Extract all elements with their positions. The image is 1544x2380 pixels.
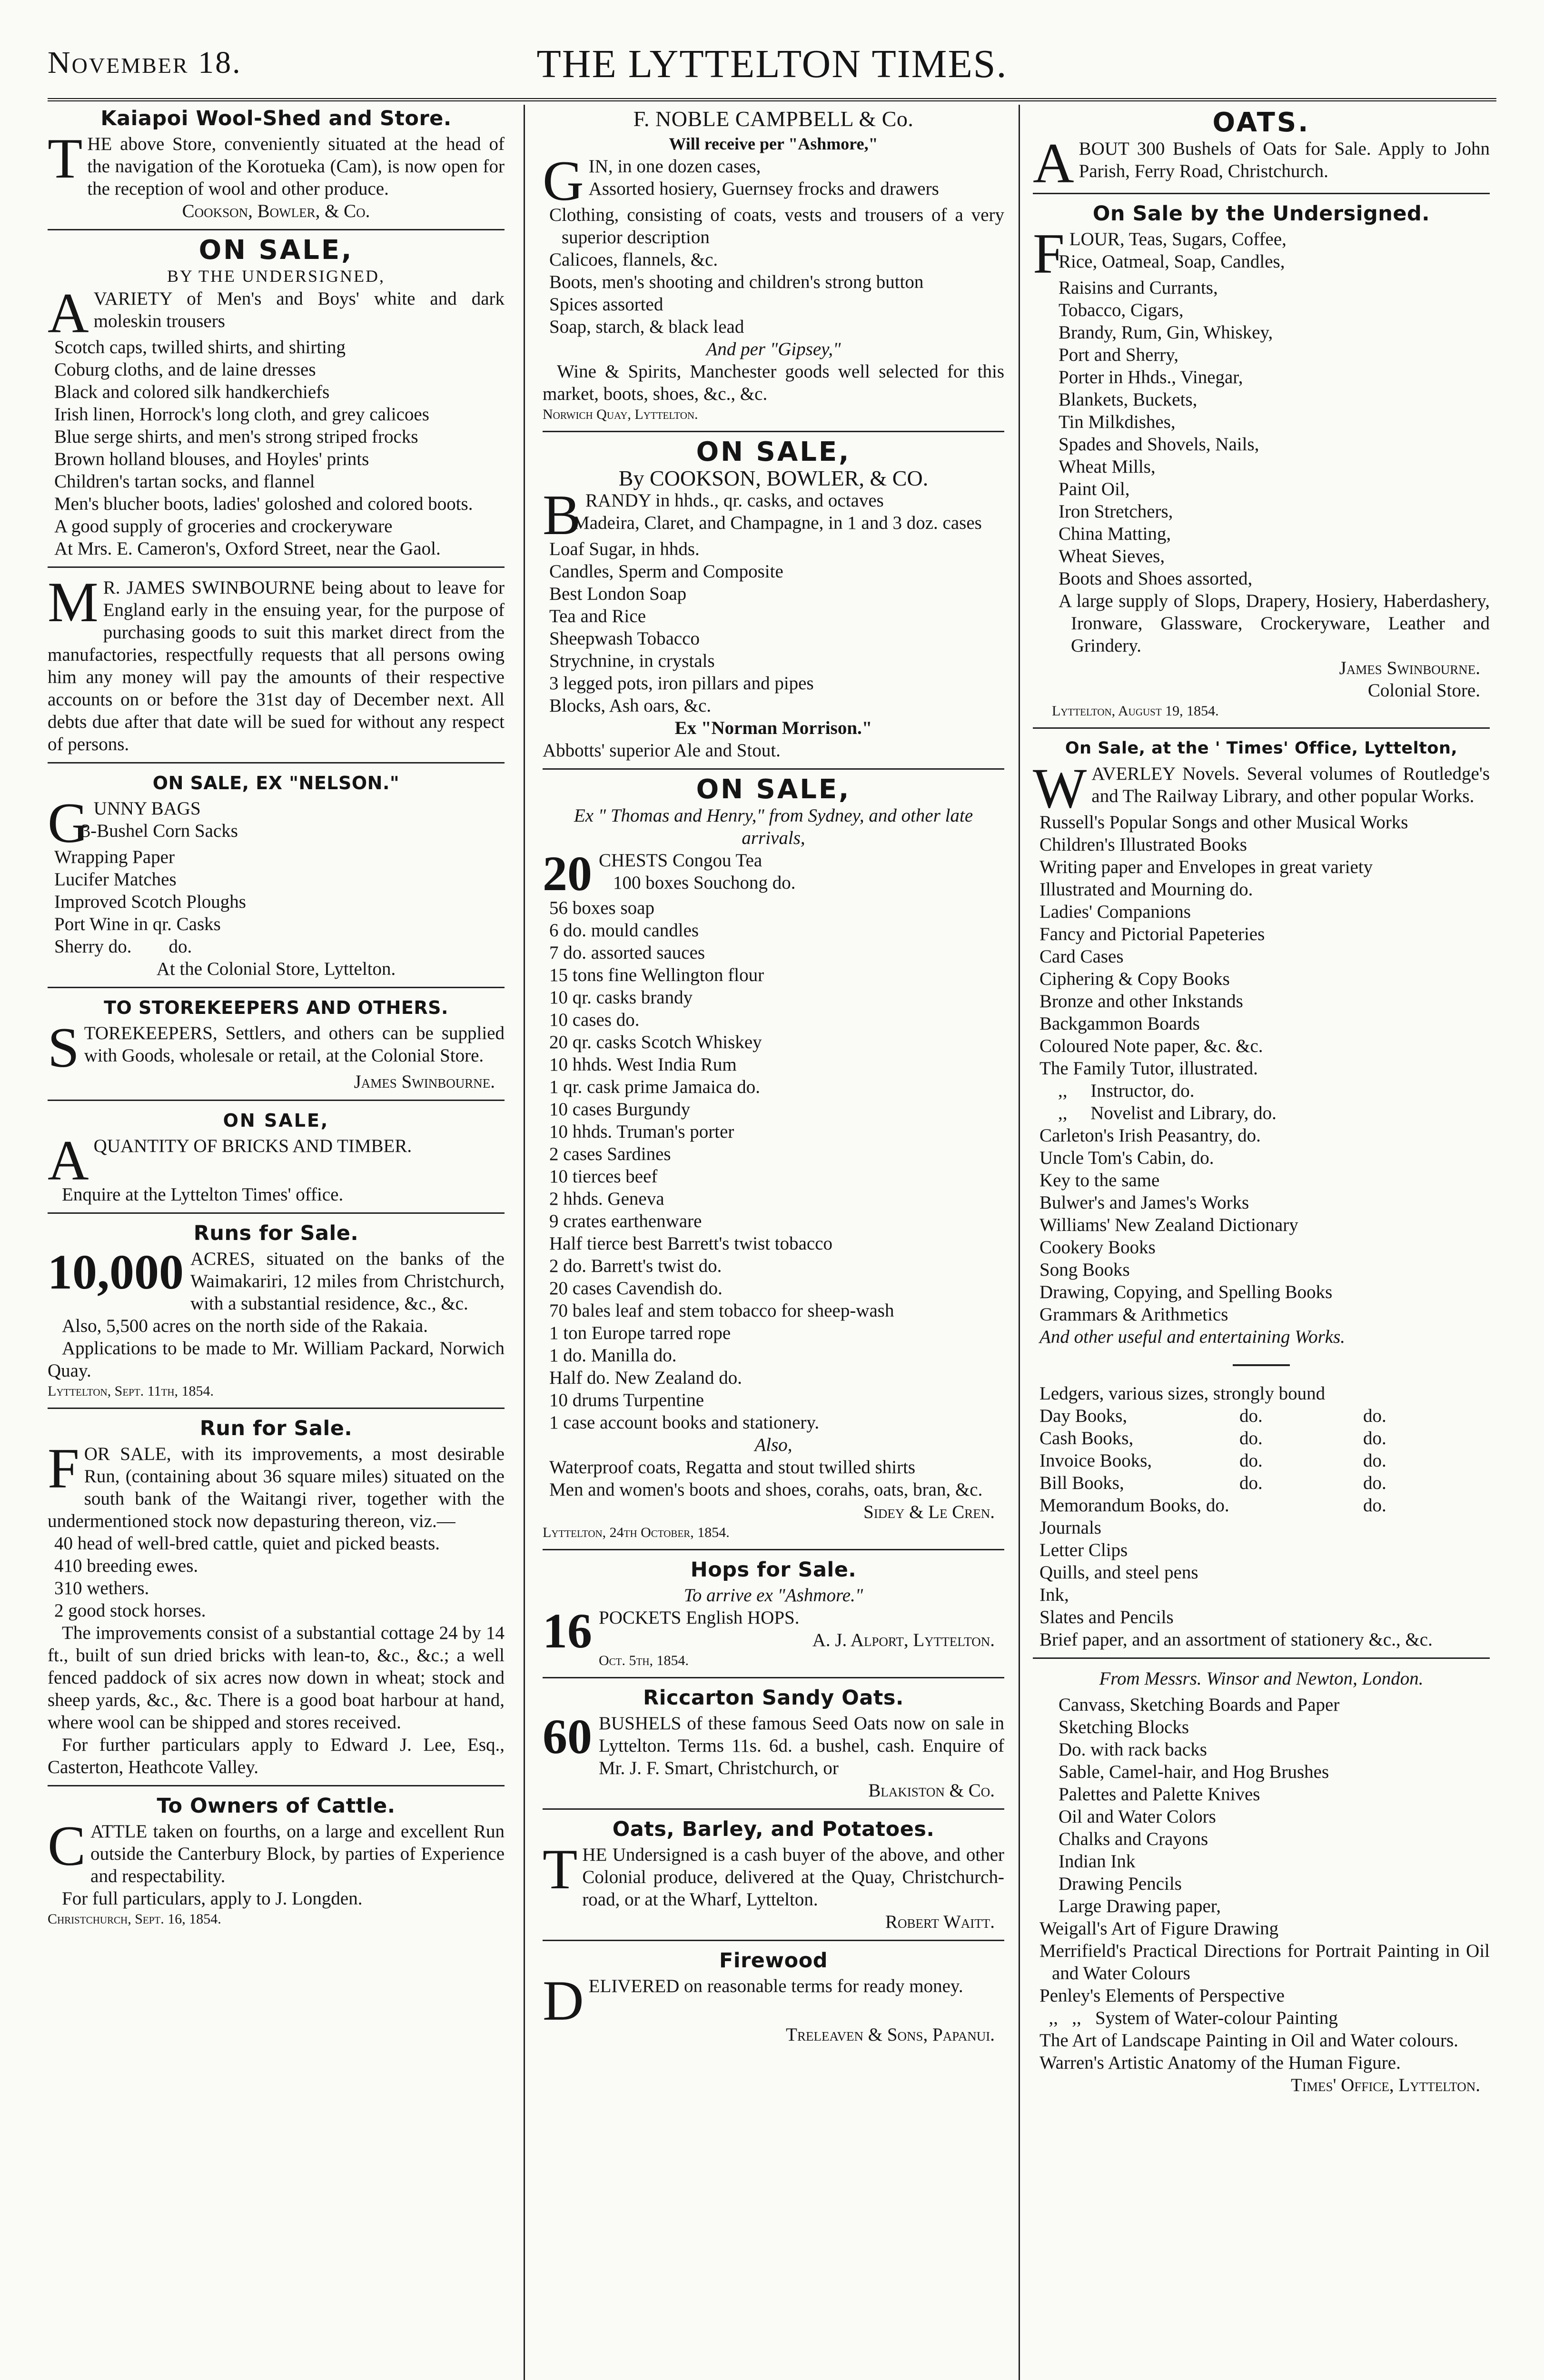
list-item: 2 cases Sardines bbox=[549, 1144, 671, 1164]
ad-ex-nelson bbox=[48, 772, 505, 980]
ad-body: QUANTITY OF BRICKS AND TIMBER. bbox=[93, 1136, 412, 1156]
ad-signature: Times' Office, Lyttelton. bbox=[1291, 2075, 1480, 2095]
list-item: 7 do. assorted sauces bbox=[549, 942, 705, 963]
ad-times-office bbox=[1033, 737, 1490, 1651]
drop-number: 20 bbox=[543, 846, 592, 901]
list-item: Tin Milkdishes, bbox=[1059, 412, 1176, 432]
list-item: Coburg cloths, and de laine dresses bbox=[54, 359, 316, 380]
drop-cap: T bbox=[48, 127, 83, 190]
ad-subheading: Will receive per "Ashmore," bbox=[669, 134, 878, 153]
table-row bbox=[1033, 1427, 1490, 1449]
list-item: China Matting, bbox=[1059, 524, 1171, 544]
list-item: Warren's Artistic Anatomy of the Human Figure. bbox=[1039, 2053, 1401, 2073]
list-item: 15 tons fine Wellington flour bbox=[549, 965, 764, 985]
column-rule-2 bbox=[1019, 105, 1020, 2380]
drop-cap: D bbox=[543, 1969, 584, 2032]
list-item: Russell's Popular Songs and other Musical Works bbox=[1039, 812, 1408, 833]
ad-separator bbox=[48, 1212, 505, 1214]
list-item: Journals bbox=[1039, 1517, 1101, 1538]
list-item: Clothing, consisting of coats, vests and trousers of a very superior description bbox=[549, 205, 1004, 248]
list-item: Quills, and steel pens bbox=[1039, 1562, 1198, 1583]
list-item: Children's Illustrated Books bbox=[1039, 834, 1247, 855]
ad-body: RANDY in hhds., qr. casks, and octaves bbox=[585, 490, 884, 511]
list-item: Brief paper, and an assortment of stationery &c., &c. bbox=[1039, 1629, 1433, 1650]
list-item: Letter Clips bbox=[1039, 1540, 1128, 1560]
list-item: Grammars & Arithmetics bbox=[1039, 1304, 1228, 1325]
table-row bbox=[1033, 1405, 1490, 1427]
ad-noble-campbell bbox=[543, 108, 1004, 424]
list-item: Writing paper and Envelopes in great variety bbox=[1039, 857, 1373, 877]
list-item: Strychnine, in crystals bbox=[549, 651, 715, 671]
masthead-rule bbox=[48, 98, 1496, 101]
ad-separator bbox=[48, 987, 505, 988]
list-item: Song Books bbox=[1039, 1259, 1130, 1280]
ad-swinbourne-notice bbox=[48, 570, 505, 755]
ad-heading: Hops for Sale. bbox=[690, 1558, 857, 1582]
list-item: Brown holland blouses, and Hoyles' prints bbox=[54, 449, 369, 469]
column-rule-1 bbox=[524, 105, 525, 2380]
list-item: The Art of Landscape Painting in Oil and Water colours. bbox=[1039, 2030, 1458, 2051]
list-item: Tobacco, Cigars, bbox=[1059, 300, 1184, 320]
list-item: 6 do. mould candles bbox=[549, 920, 699, 941]
list-item: Slates and Pencils bbox=[1039, 1607, 1174, 1627]
list-item: Improved Scotch Ploughs bbox=[54, 892, 246, 912]
ad-separator bbox=[48, 229, 505, 230]
ad-signature: Sidey & Le Cren. bbox=[863, 1502, 995, 1522]
issue-date: November 18. bbox=[48, 45, 242, 80]
ad-body: IN, in one dozen cases, bbox=[588, 156, 761, 177]
list-item: Carleton's Irish Peasantry, do. bbox=[1039, 1125, 1261, 1146]
list-item: Wheat Sieves, bbox=[1059, 546, 1165, 566]
column-2 bbox=[543, 105, 1004, 2052]
list-item: Coloured Note paper, &c. &c. bbox=[1039, 1036, 1263, 1056]
ad-separator bbox=[1033, 1657, 1490, 1659]
drop-cap: T bbox=[543, 1837, 578, 1901]
ad-separator bbox=[48, 566, 505, 568]
list-item: Madeira, Claret, and Champagne, in 1 and 3 doz. cases bbox=[573, 513, 982, 533]
ad-separator bbox=[543, 1677, 1004, 1678]
list-item: Large Drawing paper, bbox=[1059, 1896, 1221, 1916]
list-item: Blankets, Buckets, bbox=[1059, 389, 1198, 410]
ad-heading: Oats, Barley, and Potatoes. bbox=[612, 1817, 935, 1841]
list-item: Half tierce best Barrett's twist tobacco bbox=[549, 1233, 833, 1254]
ad-date: Lyttelton, August 19, 1854. bbox=[1052, 703, 1219, 719]
ad-signature-2: Colonial Store. bbox=[1367, 680, 1480, 701]
ad-cookson-bowler bbox=[543, 436, 1004, 762]
list-item: Tea and Rice bbox=[549, 606, 646, 626]
list-item: Palettes and Palette Knives bbox=[1059, 1784, 1260, 1805]
list-item: 10 hhds. West India Rum bbox=[549, 1054, 737, 1075]
ad-body: BOUT 300 Bushels of Oats for Sale. Apply to John Parish, Ferry Road, Christchurch. bbox=[1079, 139, 1490, 181]
list-item: Do. with rack backs bbox=[1059, 1739, 1207, 1760]
list-item: Wheat Mills, bbox=[1059, 456, 1156, 477]
list-item: 56 boxes soap bbox=[549, 898, 654, 918]
ad-enquire: Enquire at the Lyttelton Times' office. bbox=[62, 1184, 344, 1205]
ad-firewood bbox=[543, 1950, 1004, 2046]
list-item: Sheepwash Tobacco bbox=[549, 628, 700, 649]
list-item: Best London Soap bbox=[549, 584, 687, 604]
list-item: Indian Ink bbox=[1059, 1851, 1136, 1872]
ad-date: Christchurch, Sept. 16, 1854. bbox=[48, 1911, 221, 1927]
ad-body: HE Undersigned is a cash buyer of the above, and other Colonial produce, delivered at the Quay, Christchurch-road, or at the Wharf, Lyttelton. bbox=[582, 1844, 1004, 1910]
ad-improvements: The improvements consist of a substantial cottage 24 by 14 ft., built of sun dried bricks with lean-to, &c., &c.; a well fenced paddock of six acres now down in wheat; stock and sheep yards, &c., &c. There is a good boat harbour at hand, where wool can be shipped and stores received. bbox=[48, 1623, 505, 1733]
list-item: Drawing Pencils bbox=[1059, 1874, 1182, 1894]
ad-heading: TO STOREKEEPERS AND OTHERS. bbox=[104, 997, 448, 1018]
ad-signature: Treleaven & Sons, Papanui. bbox=[786, 2024, 995, 2045]
drop-cap: M bbox=[48, 570, 99, 634]
drop-cap: C bbox=[48, 1814, 86, 1877]
table-cell: do. bbox=[1363, 1473, 1386, 1493]
list-item: 10 tierces beef bbox=[549, 1166, 658, 1187]
list-item: Lucifer Matches bbox=[54, 869, 177, 890]
ad-heading: ON SALE, bbox=[198, 235, 354, 266]
ad-on-sale-clothing bbox=[48, 235, 505, 560]
column-1 bbox=[48, 105, 505, 1934]
ad-date: Oct. 5th, 1854. bbox=[599, 1653, 689, 1668]
ad-heading: To Owners of Cattle. bbox=[157, 1794, 396, 1818]
ad-heading: ON SALE, bbox=[696, 436, 851, 467]
ad-date: Lyttelton, Sept. 11th, 1854. bbox=[48, 1383, 214, 1399]
ad-storekeepers bbox=[48, 997, 505, 1093]
ad-body: HE above Store, conveniently situated at the head of the navigation of the Korotueka (Cam), is now open for the reception of wool and other produce. bbox=[87, 134, 505, 199]
ad-heading: ON SALE, bbox=[223, 1110, 329, 1131]
ad-oats bbox=[1033, 107, 1490, 195]
list-item: Bulwer's and James's Works bbox=[1039, 1192, 1249, 1213]
list-item: ,, Instructor, do. bbox=[1039, 1081, 1195, 1101]
list-item: Calicoes, flannels, &c. bbox=[549, 249, 718, 270]
list-item: Brandy, Rum, Gin, Whiskey, bbox=[1059, 322, 1273, 343]
list-item: Loaf Sugar, in hhds. bbox=[549, 539, 700, 559]
ad-body: Wine & Spirits, Manchester goods well selected for this market, boots, shoes, &c., &c. bbox=[543, 361, 1004, 404]
ad-separator bbox=[48, 1785, 505, 1786]
list-item: 2 do. Barrett's twist do. bbox=[549, 1256, 722, 1276]
short-rule bbox=[1233, 1364, 1290, 1366]
table-cell: do. bbox=[1239, 1428, 1263, 1448]
list-item: Candles, Sperm and Composite bbox=[549, 561, 783, 582]
list-item: Uncle Tom's Cabin, do. bbox=[1039, 1148, 1214, 1168]
ad-also: Also, 5,500 acres on the north side of the Rakaia. bbox=[62, 1316, 428, 1336]
list-item: Sherry do. do. bbox=[54, 936, 192, 957]
drop-number: 16 bbox=[543, 1604, 592, 1658]
list-item: ,, ,, System of Water-colour Painting bbox=[1039, 2008, 1338, 2028]
drop-cap: F bbox=[1033, 222, 1065, 285]
table-cell: do. bbox=[1239, 1473, 1263, 1493]
ad-heading: ON SALE, bbox=[696, 774, 851, 805]
table-row bbox=[1033, 1472, 1490, 1494]
list-item: Canvass, Sketching Boards and Paper bbox=[1059, 1695, 1340, 1715]
ad-body: VARIETY of Men's and Boys' white and dark moleskin trousers bbox=[93, 288, 505, 331]
ad-body: CHESTS Congou Tea bbox=[599, 850, 762, 871]
ad-heading: Runs for Sale. bbox=[193, 1221, 359, 1245]
list-item: Card Cases bbox=[1039, 946, 1124, 967]
table-cell: do. bbox=[1239, 1450, 1263, 1471]
list-item: Ink, bbox=[1039, 1585, 1069, 1605]
ad-body: R. JAMES SWINBOURNE being about to leave for England early in the ensuing year, for the purpose of purchasing goods to suit this market direct from the manufactories, respectfully requests that all persons owing him any money will pay the amounts of their respective accounts on or before the 31st day of December next. All debts due after that date will be sued for without any respect of persons. bbox=[48, 577, 505, 754]
table-cell: do. bbox=[1363, 1450, 1386, 1471]
list-item: Spices assorted bbox=[549, 294, 663, 315]
ad-heading: OATS. bbox=[1212, 107, 1310, 138]
list-item: A large supply of Slops, Drapery, Hosiery, Haberdashery, Ironware, Glassware, Crockeryware, Leather and Grindery. bbox=[1059, 591, 1490, 656]
list-item: Weigall's Art of Figure Drawing bbox=[1039, 1918, 1279, 1939]
list-item: 3-Bushel Corn Sacks bbox=[81, 821, 238, 841]
ad-on-sale-undersigned bbox=[1033, 203, 1490, 721]
list-item: Irish linen, Horrock's long cloth, and grey calicoes bbox=[54, 404, 429, 425]
list-item: 1 ton Europe tarred rope bbox=[549, 1323, 731, 1343]
list-item: 10 cases do. bbox=[549, 1010, 640, 1030]
drop-cap: A bbox=[48, 1129, 89, 1192]
ad-heading: Kaiapoi Wool-Shed and Store. bbox=[100, 107, 452, 130]
list-item: Soap, starch, & black lead bbox=[549, 317, 744, 337]
list-item: 10 hhds. Truman's porter bbox=[549, 1121, 734, 1142]
list-item: 2 good stock horses. bbox=[54, 1600, 206, 1621]
ad-separator bbox=[48, 1408, 505, 1409]
ad-subheading: Also, bbox=[754, 1435, 792, 1455]
ad-heading: F. NOBLE CAMPBELL & Co. bbox=[633, 107, 914, 131]
ad-apply: For further particulars apply to Edward J. Lee, Esq., Casterton, Heathcote Valley. bbox=[48, 1735, 505, 1777]
ad-separator bbox=[1033, 727, 1490, 729]
table-cell: do. bbox=[1363, 1495, 1386, 1516]
list-item: Penley's Elements of Perspective bbox=[1039, 1985, 1285, 2006]
list-item: Rice, Oatmeal, Soap, Candles, bbox=[1059, 251, 1285, 272]
ad-body: Abbotts' superior Ale and Stout. bbox=[543, 740, 781, 761]
list-item: Fancy and Pictorial Papeteries bbox=[1039, 924, 1265, 944]
table-cell: Memorandum Books, do. bbox=[1039, 1495, 1229, 1516]
table-cell bbox=[1239, 1494, 1363, 1517]
masthead bbox=[48, 37, 1496, 89]
ad-signature: A. J. Alport, Lyttelton. bbox=[812, 1630, 995, 1650]
list-item: Half do. New Zealand do. bbox=[549, 1368, 742, 1388]
ad-separator bbox=[543, 1808, 1004, 1810]
ad-body: ELIVERED on reasonable terms for ready money. bbox=[588, 1976, 963, 1996]
list-item: 310 wethers. bbox=[54, 1578, 149, 1598]
list-item: Williams' New Zealand Dictionary bbox=[1039, 1215, 1298, 1235]
drop-cap: S bbox=[48, 1016, 79, 1079]
drop-cap: A bbox=[1033, 131, 1074, 195]
list-item: Sketching Blocks bbox=[1059, 1717, 1189, 1737]
ad-signature: Cookson, Bowler, & Co. bbox=[182, 201, 370, 221]
ad-signature: James Swinbourne. bbox=[354, 1071, 495, 1092]
ad-body: BUSHELS of these famous Seed Oats now on sale in Lyttelton. Terms 11s. 6d. a bushel, cash. Enquire of Mr. J. F. Smart, Christchurch, or bbox=[599, 1713, 1004, 1778]
list-item: Raisins and Currants, bbox=[1059, 278, 1218, 298]
list-item: Porter in Hhds., Vinegar, bbox=[1059, 367, 1243, 387]
list-item: Blocks, Ash oars, &c. bbox=[549, 695, 712, 716]
ad-body: ATTLE taken on fourths, on a large and excellent Run outside the Canterbury Block, by parties of Experience and respectability. bbox=[90, 1821, 505, 1886]
list-item: Sable, Camel-hair, and Hog Brushes bbox=[1059, 1762, 1329, 1782]
ad-apply: For full particulars, apply to J. Longden. bbox=[62, 1888, 363, 1909]
list-item: 410 breeding ewes. bbox=[54, 1556, 198, 1576]
list-item: ,, Novelist and Library, do. bbox=[1039, 1103, 1277, 1123]
ad-body: POCKETS English HOPS. bbox=[599, 1607, 800, 1628]
drop-cap: W bbox=[1033, 756, 1087, 820]
list-item: Boots and Shoes assorted, bbox=[1059, 568, 1253, 589]
table-cell: do. bbox=[1363, 1428, 1386, 1448]
ad-heading: On Sale, at the ' Times' Office, Lyttelton, bbox=[1065, 739, 1458, 758]
ad-owners-of-cattle bbox=[48, 1795, 505, 1929]
list-item: Men's blucher boots, ladies' goloshed and colored boots. bbox=[54, 494, 473, 514]
column-3 bbox=[1033, 105, 1490, 2102]
list-item: Chalks and Crayons bbox=[1059, 1829, 1208, 1849]
ad-subheading: To arrive ex "Ashmore." bbox=[683, 1585, 863, 1606]
list-item: 20 qr. casks Scotch Whiskey bbox=[549, 1032, 762, 1052]
newspaper-title: THE LYTTELTON TIMES. bbox=[536, 42, 1008, 86]
ad-body: UNNY BAGS bbox=[93, 798, 201, 819]
list-item: 40 head of well-bred cattle, quiet and picked beasts. bbox=[54, 1533, 440, 1554]
ad-bricks-timber bbox=[48, 1110, 505, 1206]
ad-riccarton-oats bbox=[543, 1687, 1004, 1802]
ad-signature: Robert Waitt. bbox=[885, 1912, 995, 1932]
list-item: Drawing, Copying, and Spelling Books bbox=[1039, 1282, 1333, 1302]
list-item: Merrifield's Practical Directions for Portrait Painting in Oil and Water Colours bbox=[1039, 1941, 1490, 1983]
list-item: Illustrated and Mourning do. bbox=[1039, 879, 1253, 900]
table-cell: Cash Books, bbox=[1039, 1428, 1134, 1448]
ad-runs-for-sale bbox=[48, 1222, 505, 1401]
list-item: 20 cases Cavendish do. bbox=[549, 1278, 723, 1299]
list-item: The Family Tutor, illustrated. bbox=[1039, 1058, 1258, 1079]
list-item: Children's tartan socks, and flannel bbox=[54, 471, 315, 492]
ad-body-2: Assorted hosiery, Guernsey frocks and drawers bbox=[588, 178, 939, 199]
ad-separator bbox=[48, 1100, 505, 1101]
table-cell: Invoice Books, bbox=[1039, 1450, 1152, 1471]
list-item: Spades and Shovels, Nails, bbox=[1059, 434, 1259, 455]
ad-hops-for-sale bbox=[543, 1559, 1004, 1670]
ad-heading: Run for Sale. bbox=[199, 1417, 353, 1440]
list-item: Paint Oil, bbox=[1059, 479, 1130, 499]
list-item: 10 drums Turpentine bbox=[549, 1390, 704, 1410]
drop-cap: A bbox=[48, 281, 89, 345]
ad-body: LOUR, Teas, Sugars, Coffee, bbox=[1069, 229, 1287, 249]
table-cell: Bill Books, bbox=[1039, 1473, 1124, 1493]
list-item: 2 hhds. Geneva bbox=[549, 1189, 664, 1209]
table-row bbox=[1033, 1449, 1490, 1472]
table-row bbox=[1033, 1494, 1490, 1517]
table-cell: Day Books, bbox=[1039, 1406, 1128, 1426]
ad-run-for-sale bbox=[48, 1418, 505, 1778]
list-item: At Mrs. E. Cameron's, Oxford Street, near the Gaol. bbox=[54, 538, 441, 559]
list-item: Blue serge shirts, and men's strong striped frocks bbox=[54, 426, 418, 447]
ad-date: Lyttelton, 24th October, 1854. bbox=[543, 1525, 730, 1540]
ad-body: OR SALE, with its improvements, a most desirable Run, (containing about 36 square miles) situated on the south bank of the Waitangi river, together with the undermentioned stock now depasturing thereon, viz.— bbox=[48, 1444, 505, 1531]
list-item: Black and colored silk handkerchiefs bbox=[54, 382, 330, 402]
table-cell: do. bbox=[1239, 1406, 1263, 1426]
ad-heading: ON SALE, EX "NELSON." bbox=[152, 773, 400, 793]
ad-separator bbox=[1033, 193, 1490, 194]
ad-separator bbox=[543, 768, 1004, 770]
list-item: Boots, men's shooting and children's strong button bbox=[549, 272, 924, 292]
ad-body: AVERLEY Novels. Several volumes of Routledge's and The Railway Library, and other popular Works. bbox=[1091, 764, 1490, 806]
ad-separator bbox=[48, 762, 505, 764]
list-item: Scotch caps, twilled shirts, and shirting bbox=[54, 337, 346, 357]
list-item: 10 qr. casks brandy bbox=[549, 987, 693, 1008]
list-item: 1 case account books and stationery. bbox=[549, 1412, 820, 1433]
ad-subheading: Ex "Norman Morrison." bbox=[674, 718, 872, 738]
drop-number: 10,000 bbox=[48, 1245, 184, 1299]
ad-oats-barley-potatoes bbox=[543, 1818, 1004, 1933]
ad-subheading: BY THE UNDERSIGNED, bbox=[167, 267, 385, 286]
list-item: Bronze and other Inkstands bbox=[1039, 991, 1243, 1012]
list-item: Port and Sherry, bbox=[1059, 345, 1179, 365]
ad-body: TOREKEEPERS, Settlers, and others can be supplied with Goods, wholesale or retail, at the Colonial Store. bbox=[84, 1023, 505, 1066]
list-item: 70 bales leaf and stem tobacco for sheep-wash bbox=[549, 1300, 894, 1321]
list-item: 9 crates earthenware bbox=[549, 1211, 702, 1231]
list-item: Key to the same bbox=[1039, 1170, 1160, 1190]
ad-subheading: By COOKSON, BOWLER, & CO. bbox=[618, 466, 929, 490]
list-item: A good supply of groceries and crockeryware bbox=[54, 516, 393, 536]
ad-signature: Blakiston & Co. bbox=[868, 1780, 995, 1801]
ad-heading: On Sale by the Undersigned. bbox=[1092, 202, 1430, 226]
list-item: Oil and Water Colors bbox=[1059, 1806, 1216, 1827]
ad-address: Norwich Quay, Lyttelton. bbox=[543, 407, 698, 422]
ad-separator bbox=[543, 1549, 1004, 1550]
list-item: 1 qr. cask prime Jamaica do. bbox=[549, 1077, 760, 1097]
list-item: Ladies' Companions bbox=[1039, 902, 1191, 922]
list-item: 10 cases Burgundy bbox=[549, 1099, 691, 1120]
ad-signature: James Swinbourne. bbox=[1339, 658, 1480, 678]
ad-body-2: 100 boxes Souchong do. bbox=[613, 873, 796, 893]
list-item: Ciphering & Copy Books bbox=[1039, 969, 1230, 989]
list-item: 1 do. Manilla do. bbox=[549, 1345, 677, 1366]
ad-footer: At the Colonial Store, Lyttelton. bbox=[156, 959, 396, 979]
list-item: And other useful and entertaining Works. bbox=[1039, 1327, 1346, 1347]
list-item: Waterproof coats, Regatta and stout twilled shirts bbox=[549, 1457, 916, 1478]
list-item: Iron Stretchers, bbox=[1059, 501, 1173, 522]
ad-kaiapoi-wool-shed bbox=[48, 108, 505, 222]
ad-body: ACRES, situated on the banks of the Waimakariri, 12 miles from Christchurch, with a substantial residence, &c., &c. bbox=[190, 1249, 505, 1314]
ad-subheading: Ex " Thomas and Henry," from Sydney, and other late arrivals, bbox=[574, 805, 973, 848]
list-item: Port Wine in qr. Casks bbox=[54, 914, 221, 934]
ad-sidey-le-cren bbox=[543, 774, 1004, 1542]
drop-cap: F bbox=[48, 1437, 79, 1500]
ad-separator bbox=[543, 1940, 1004, 1941]
list-item: Wrapping Paper bbox=[54, 847, 175, 867]
ad-heading: Riccarton Sandy Oats. bbox=[643, 1686, 904, 1710]
drop-cap: G bbox=[543, 149, 584, 212]
ad-apply: Applications to be made to Mr. William Packard, Norwich Quay. bbox=[48, 1338, 505, 1381]
list-item: Backgammon Boards bbox=[1039, 1013, 1200, 1034]
list-item: Men and women's boots and shoes, corahs, oats, bran, &c. bbox=[549, 1479, 983, 1500]
ad-heading: From Messrs. Winsor and Newton, London. bbox=[1099, 1668, 1424, 1689]
list-item: Ledgers, various sizes, strongly bound bbox=[1039, 1383, 1326, 1404]
ad-heading: Firewood bbox=[719, 1949, 828, 1973]
list-item: Cookery Books bbox=[1039, 1237, 1156, 1258]
drop-cap: B bbox=[543, 483, 581, 546]
ad-subheading: And per "Gipsey," bbox=[706, 339, 841, 359]
ad-separator bbox=[543, 431, 1004, 432]
table-cell: do. bbox=[1363, 1406, 1386, 1426]
ad-winsor-newton bbox=[1033, 1667, 1490, 2096]
list-item: 3 legged pots, iron pillars and pipes bbox=[549, 673, 814, 694]
drop-cap: G bbox=[48, 791, 89, 854]
drop-number: 60 bbox=[543, 1709, 592, 1764]
